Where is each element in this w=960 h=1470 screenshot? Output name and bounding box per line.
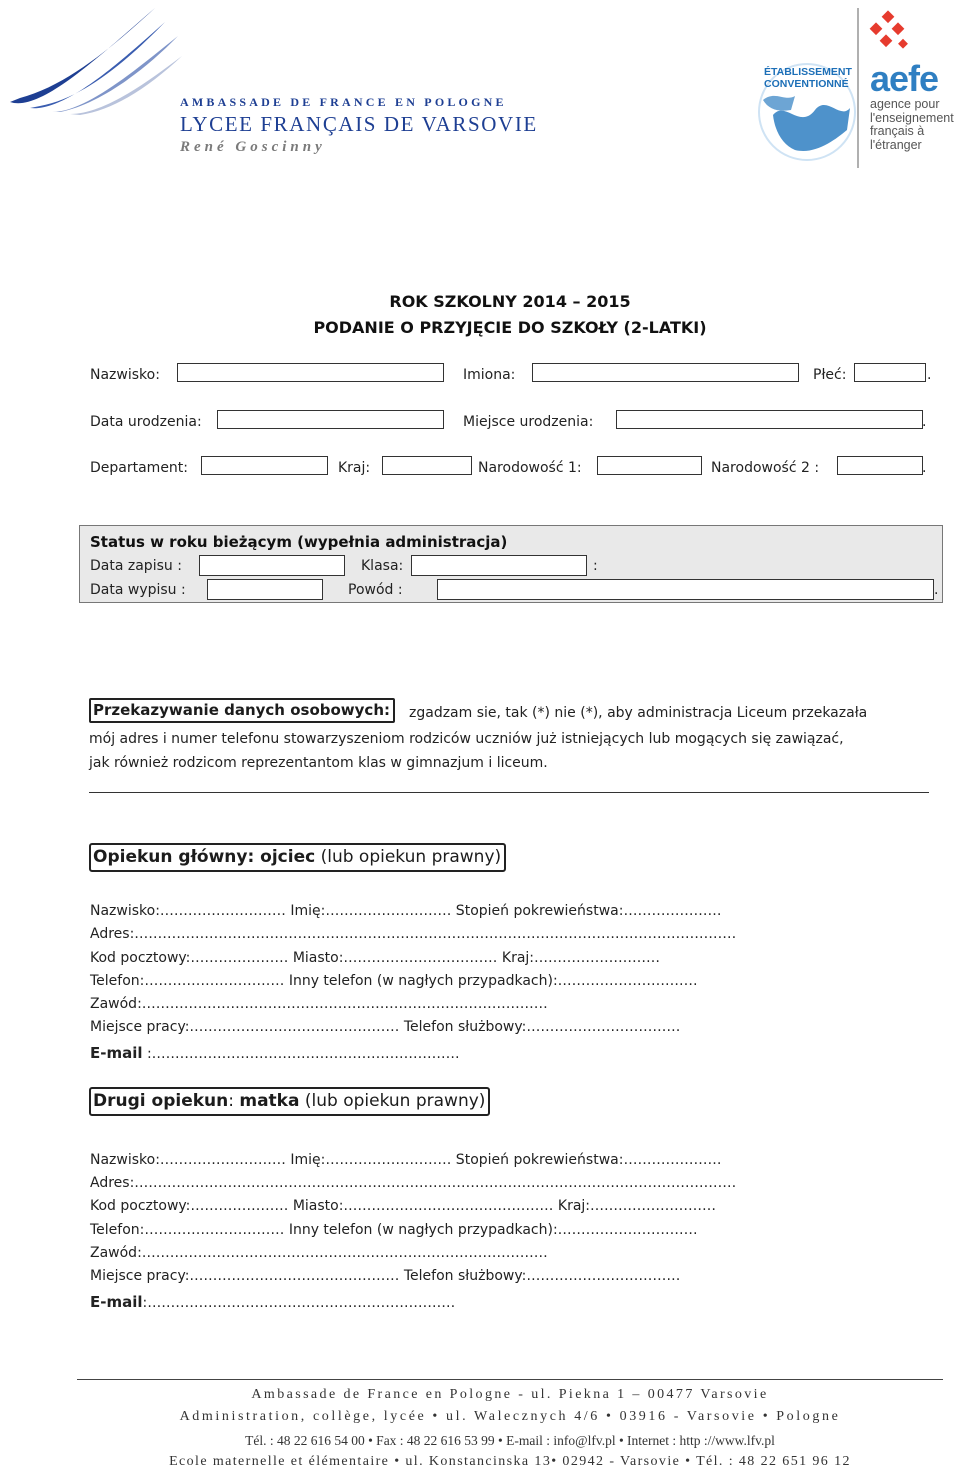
data-urodzenia-label: Data urodzenia: [90,414,202,430]
guardian2-heading-main: Drugi opiekun [93,1091,229,1111]
title-form: PODANIE O PRZYJĘCIE DO SZKOŁY (2-LATKI) [313,318,707,337]
status-title: Status w roku bieżącym (wypełnia administracja) [90,533,508,551]
title-year: ROK SZKOLNY 2014 – 2015 [389,292,631,311]
consent-heading: Przekazywanie danych osobowych: [89,698,395,723]
separator-line [89,792,929,793]
lycee-line: LYCEE FRANÇAIS DE VARSOVIE [180,112,538,136]
guardian2-row-adres[interactable]: Adres:………………………………………………………………………………………………………………… [90,1175,737,1191]
guardian1-heading-ojciec: : ojciec [247,847,316,867]
guardian1-email-label: E-mail [90,1044,143,1062]
guardian1-row-telefon[interactable]: Telefon:………………………… Inny telefon (w nagłych przypadkach):………………………… [90,973,698,989]
guardian1-heading-main: Opiekun główny [93,847,248,867]
guardian2-row-email[interactable] [90,1293,455,1311]
guardian2-row-nazwisko[interactable]: Nazwisko:……………………… Imię:……………………… Stopień pokrewieństwa:………………… [90,1152,722,1168]
departament-label: Departament: [90,460,189,476]
powod-dot: . [934,582,939,598]
guardian1-email-dots: :………………………………………………………… [142,1046,460,1062]
klasa-colon: : [593,558,598,574]
miejsce-dot: . [922,414,927,430]
footer-rule [77,1379,943,1380]
guardian2-heading-rest: (lub opiekun prawny) [299,1091,486,1111]
guardian2-row-telefon[interactable]: Telefon:………………………… Inny telefon (w nagłych przypadkach):………………………… [90,1222,698,1238]
guardian1-row-zawod[interactable]: Zawód:…………………………………………………………………………… [90,996,548,1012]
aefe-wordmark: aefe [870,58,939,99]
guardian2-email-label: E-mail [90,1293,143,1311]
imiona-field[interactable] [532,363,799,382]
data-zapisu-label: Data zapisu : [90,558,182,574]
guardian2-row-kod[interactable]: Kod pocztowy:………………… Miasto:……………………………………… Kraj:……………………… [90,1198,717,1214]
miejsce-urodzenia-field[interactable] [616,410,923,429]
school-name-block [180,95,538,156]
narodowosc2-field[interactable] [837,456,923,475]
guardian2-email-dots: :………………………………………………………… [142,1295,456,1311]
departament-field[interactable] [201,456,328,475]
guardian1-heading-rest: (lub opiekun prawny) [315,847,502,867]
footer-line4: Ecole maternelle et élémentaire • ul. Konstancinska 13• 02942 - Varsovie • Tél. : 48 22 651 96 12 [169,1454,851,1469]
ambassade-line: AMBASSADE DE FRANCE EN POLOGNE [180,95,507,109]
guardian1-heading [89,843,506,872]
klasa-field[interactable] [411,555,587,576]
consent-line2: mój adres i numer telefonu stowarzyszeniom rodziców uczniów już istniejących lub mogących się zawiązać, [89,731,844,747]
narodowosc2-label: Narodowość 2 : [711,460,820,476]
powod-label: Powód : [348,582,403,598]
guardian2-row-zawod[interactable]: Zawód:…………………………………………………………………………… [90,1245,548,1261]
consent-line1: zgadzam sie, tak (*) nie (*), aby administracja Liceum przekazała [409,705,868,721]
data-urodzenia-field[interactable] [217,410,444,429]
footer-line1: Ambassade de France en Pologne - ul. Piekna 1 – 00477 Varsovie [251,1387,769,1402]
plec-field[interactable] [854,363,926,382]
guardian1-row-email[interactable] [90,1044,460,1062]
data-zapisu-field[interactable] [199,555,345,576]
plec-label: Płeć: [813,367,847,383]
narodowosc2-dot: . [922,460,927,476]
guardian1-row-kod[interactable]: Kod pocztowy:………………… Miasto:…………………………… Kraj:……………………… [90,950,661,966]
nazwisko-field[interactable] [177,363,444,382]
lycee-logo-swoosh [0,0,185,120]
rene-goscinny-line: René Goscinny [180,139,326,155]
guardian2-heading-matka: matka [239,1091,300,1111]
nazwisko-label: Nazwisko: [90,367,160,383]
guardian1-row-miejsce-pracy[interactable]: Miejsce pracy:……………………………………… Telefon służbowy:…………………………… [90,1019,681,1035]
imiona-label: Imiona: [463,367,516,383]
klasa-label: Klasa: [361,558,404,574]
kraj-label: Kraj: [338,460,371,476]
aefe-squares-icon [868,10,913,56]
kraj-field[interactable] [382,456,472,475]
data-wypisu-label: Data wypisu : [90,582,186,598]
footer-line2: Administration, collège, lycée • ul. Walecznych 4/6 • 03916 - Varsovie • Pologne [179,1409,841,1424]
narodowosc1-label: Narodowość 1: [478,460,582,476]
guardian2-heading-colon: : [228,1091,240,1111]
guardian1-row-adres[interactable]: Adres:………………………………………………………………………………………………………………… [90,926,737,942]
powod-field[interactable] [437,579,934,600]
guardian1-row-nazwisko[interactable]: Nazwisko:……………………… Imię:……………………… Stopień pokrewieństwa:………………… [90,903,722,919]
miejsce-urodzenia-label: Miejsce urodzenia: [463,414,594,430]
guardian2-heading [89,1087,490,1116]
narodowosc1-field[interactable] [597,456,702,475]
footer-line3: Tél. : 48 22 616 54 00 • Fax : 48 22 616 53 99 • E-mail : info@lfv.pl • Internet : http ://www.lfv.pl [245,1433,775,1448]
data-wypisu-field[interactable] [207,579,323,600]
consent-line3: jak również rodzicom reprezentantom klas w gimnazjum i liceum. [89,755,548,771]
guardian2-row-miejsce-pracy[interactable]: Miejsce pracy:……………………………………… Telefon służbowy:…………………………… [90,1268,681,1284]
aefe-etablissement: ÉTABLISSEMENT CONVENTIONNÉ [764,66,852,90]
plec-dot: . [927,367,932,383]
aefe-subtitle: agence pour l'enseignement français à l'étranger [870,97,954,152]
